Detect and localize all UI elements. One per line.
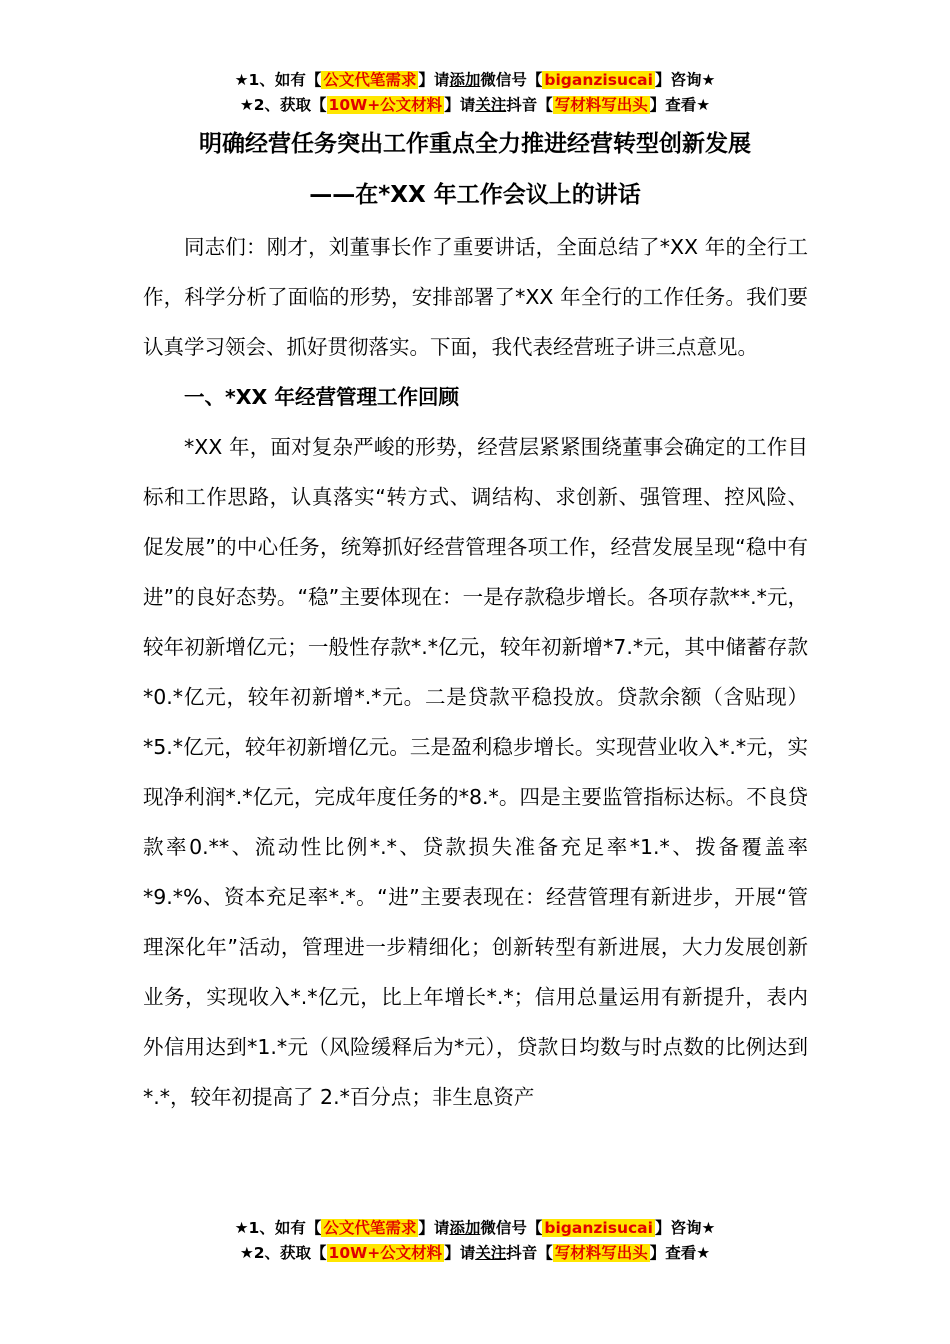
promo-highlight: 公文代笔需求 xyxy=(323,71,417,89)
promo-line-1 xyxy=(0,68,950,93)
promo-underline: 添加 xyxy=(449,1219,481,1237)
promo-text: 】请 xyxy=(418,71,450,89)
document-body xyxy=(143,222,808,1122)
paragraph-opening: 同志们：刚才，刘董事长作了重要讲话，全面总结了*XX 年的全行工作，科学分析了面临的形势，安排部署了*XX 年全行的工作任务。我们要认真学习领会、抓好贯彻落实。下面，我代表经营班子讲三点意见。 xyxy=(143,235,808,359)
promo-highlight: biganzisucai xyxy=(544,1219,653,1237)
promo-underline: 关注 xyxy=(475,96,507,114)
promo-text: 】查看★ xyxy=(649,1244,711,1262)
promo-text: 】请 xyxy=(444,96,476,114)
document-subtitle: ——在*XX 年工作会议上的讲话 xyxy=(309,182,641,208)
promo-highlight: 公文代笔需求 xyxy=(323,1219,417,1237)
promo-line-1 xyxy=(0,1216,950,1241)
promo-underline: 添加 xyxy=(449,71,481,89)
promo-text: ★1、如有【 xyxy=(234,1219,322,1237)
paragraph-review: *XX 年，面对复杂严峻的形势，经营层紧紧围绕董事会确定的工作目标和工作思路，认真落实“转方式、调结构、求创新、强管理、控风险、促发展”的中心任务，统筹抓好经营管理各项工作，经营发展呈现“稳中有进”的良好态势。“稳”主要体现在：一是存款稳步增长。各项存款**.*元，较年初新增亿元；一般性存款*.*亿元，较年初新增*7.*元，其中储蓄存款*0.*亿元，较年初新增*.*元。二是贷款平稳投放。贷款余额（含贴现）*5.*亿元，较年初新增亿元。三是盈利稳步增长。实现营业收入*.*元，实现净利润*.*亿元，完成年度任务的*8.*。四是主要监管指标达标。不良贷款率0.**、流动性比例*.*、贷款损失准备充足率*1.*、拨备覆盖率*9.*%、资本充足率*.*。“进”主要表现在：经营管理有新进步，开展“管理深化年”活动，管理进一步精细化；创新转型有新进展，大力发展创新业务，实现收入*.*亿元，比上年增长*.*；信用总量运用有新提升，表内外信用达到*1.*元（风险缓释后为*元），贷款日均数与时点数的比例达到*.*，较年初提高了 2.*百分点；非生息资产 xyxy=(143,435,808,1109)
promo-text: 】请 xyxy=(418,1219,450,1237)
promo-line-2 xyxy=(0,93,950,118)
promo-text: 】咨询★ xyxy=(654,1219,716,1237)
promo-text: 】查看★ xyxy=(649,96,711,114)
document-title: 明确经营任务突出工作重点全力推进经营转型创新发展 xyxy=(199,131,751,157)
promo-text: 微信号【 xyxy=(480,71,543,89)
promo-line-2 xyxy=(0,1241,950,1266)
promo-text: ★1、如有【 xyxy=(234,71,322,89)
promo-highlight: biganzisucai xyxy=(544,71,653,89)
promo-text: 微信号【 xyxy=(480,1219,543,1237)
promo-text: 抖音【 xyxy=(506,96,553,114)
promo-highlight: 10W+公文材料 xyxy=(328,1244,443,1262)
promo-text: 】咨询★ xyxy=(654,71,716,89)
promo-highlight: 10W+公文材料 xyxy=(328,96,443,114)
promo-text: 】请 xyxy=(444,1244,476,1262)
promo-underline: 关注 xyxy=(475,1244,507,1262)
promo-text: ★2、获取【 xyxy=(239,96,327,114)
promo-footer xyxy=(0,1216,950,1266)
promo-header xyxy=(0,68,950,118)
promo-highlight: 写材料写出头 xyxy=(554,96,648,114)
section-heading: 一、*XX 年经营管理工作回顾 xyxy=(184,385,459,409)
promo-text: ★2、获取【 xyxy=(239,1244,327,1262)
promo-highlight: 写材料写出头 xyxy=(554,1244,648,1262)
promo-text: 抖音【 xyxy=(506,1244,553,1262)
